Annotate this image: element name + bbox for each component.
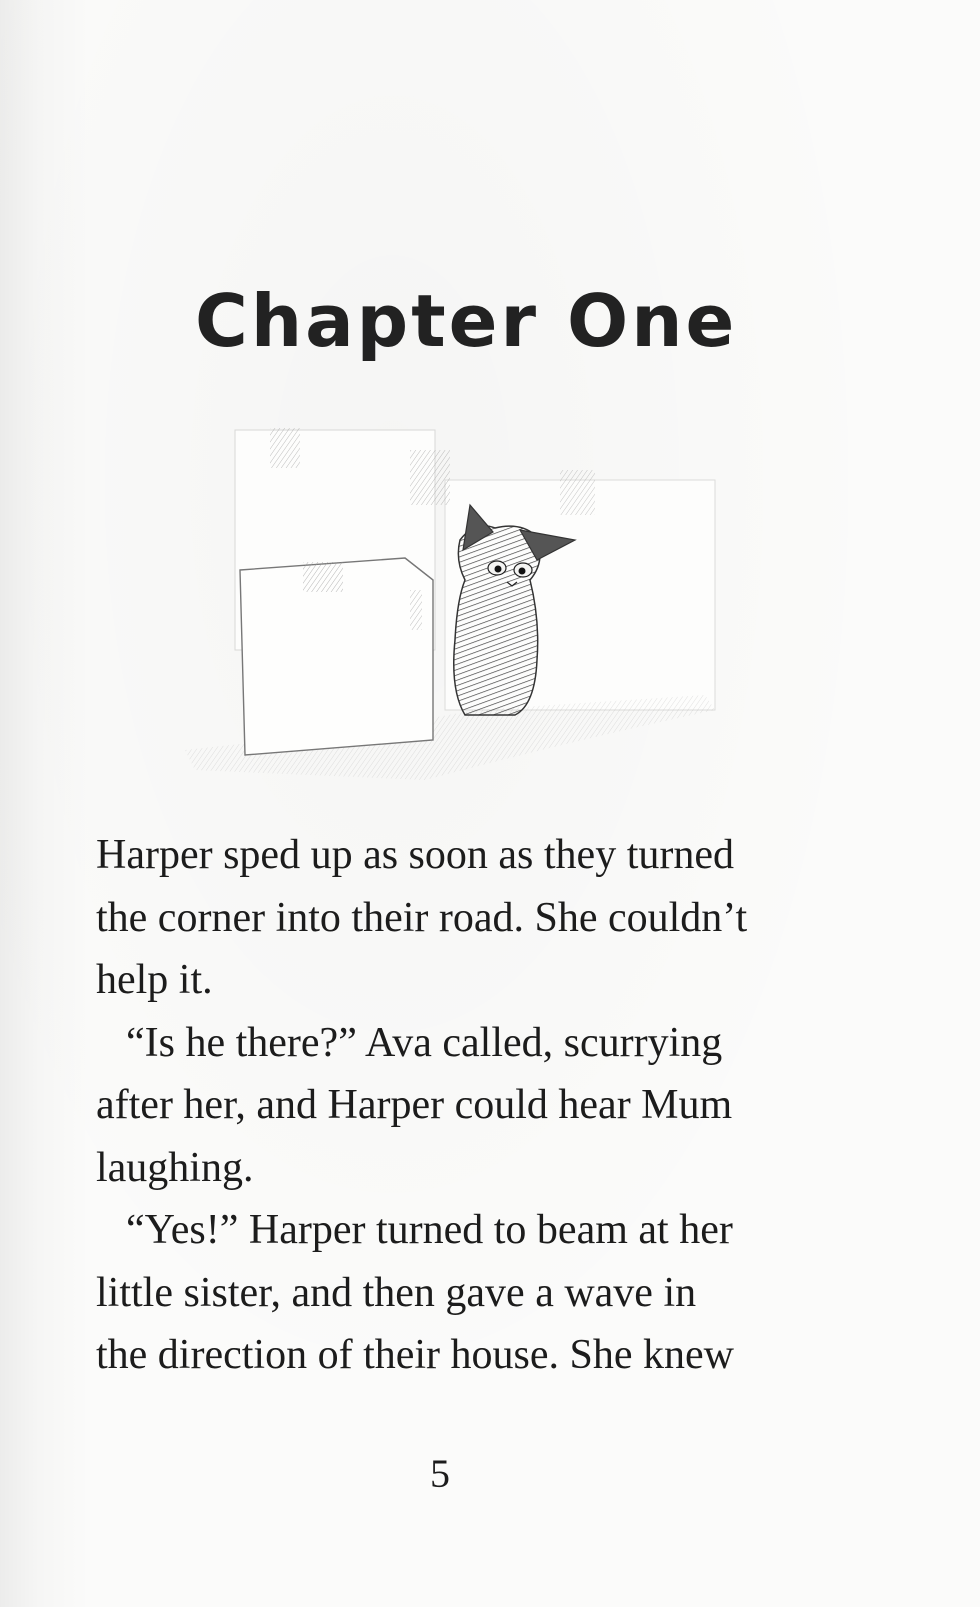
paragraph (96, 824, 836, 1012)
kitten-with-boxes-illustration (175, 410, 735, 810)
text-line: the corner into their road. She couldn’t (96, 894, 748, 941)
text-line: after her, and Harper could hear Mum (96, 1082, 733, 1128)
text-line: “Yes!” Harper turned to beam at her (126, 1207, 733, 1253)
text-line: “Is he there?” Ava called, scurrying (126, 1019, 723, 1066)
text-line: the direction of their house. She knew (96, 1332, 734, 1378)
text-line: Harper sped up as soon as they turned (96, 832, 734, 878)
paragraph (96, 1199, 836, 1387)
text-line: help it. (96, 957, 213, 1003)
text-line: laughing. (96, 1144, 254, 1191)
text-line: little sister, and then gave a wave in (96, 1269, 697, 1316)
chapter-title: Chapter One (195, 279, 738, 363)
body-text (96, 824, 836, 1387)
paragraph (96, 1012, 836, 1200)
page-number: 5 (430, 1451, 450, 1496)
